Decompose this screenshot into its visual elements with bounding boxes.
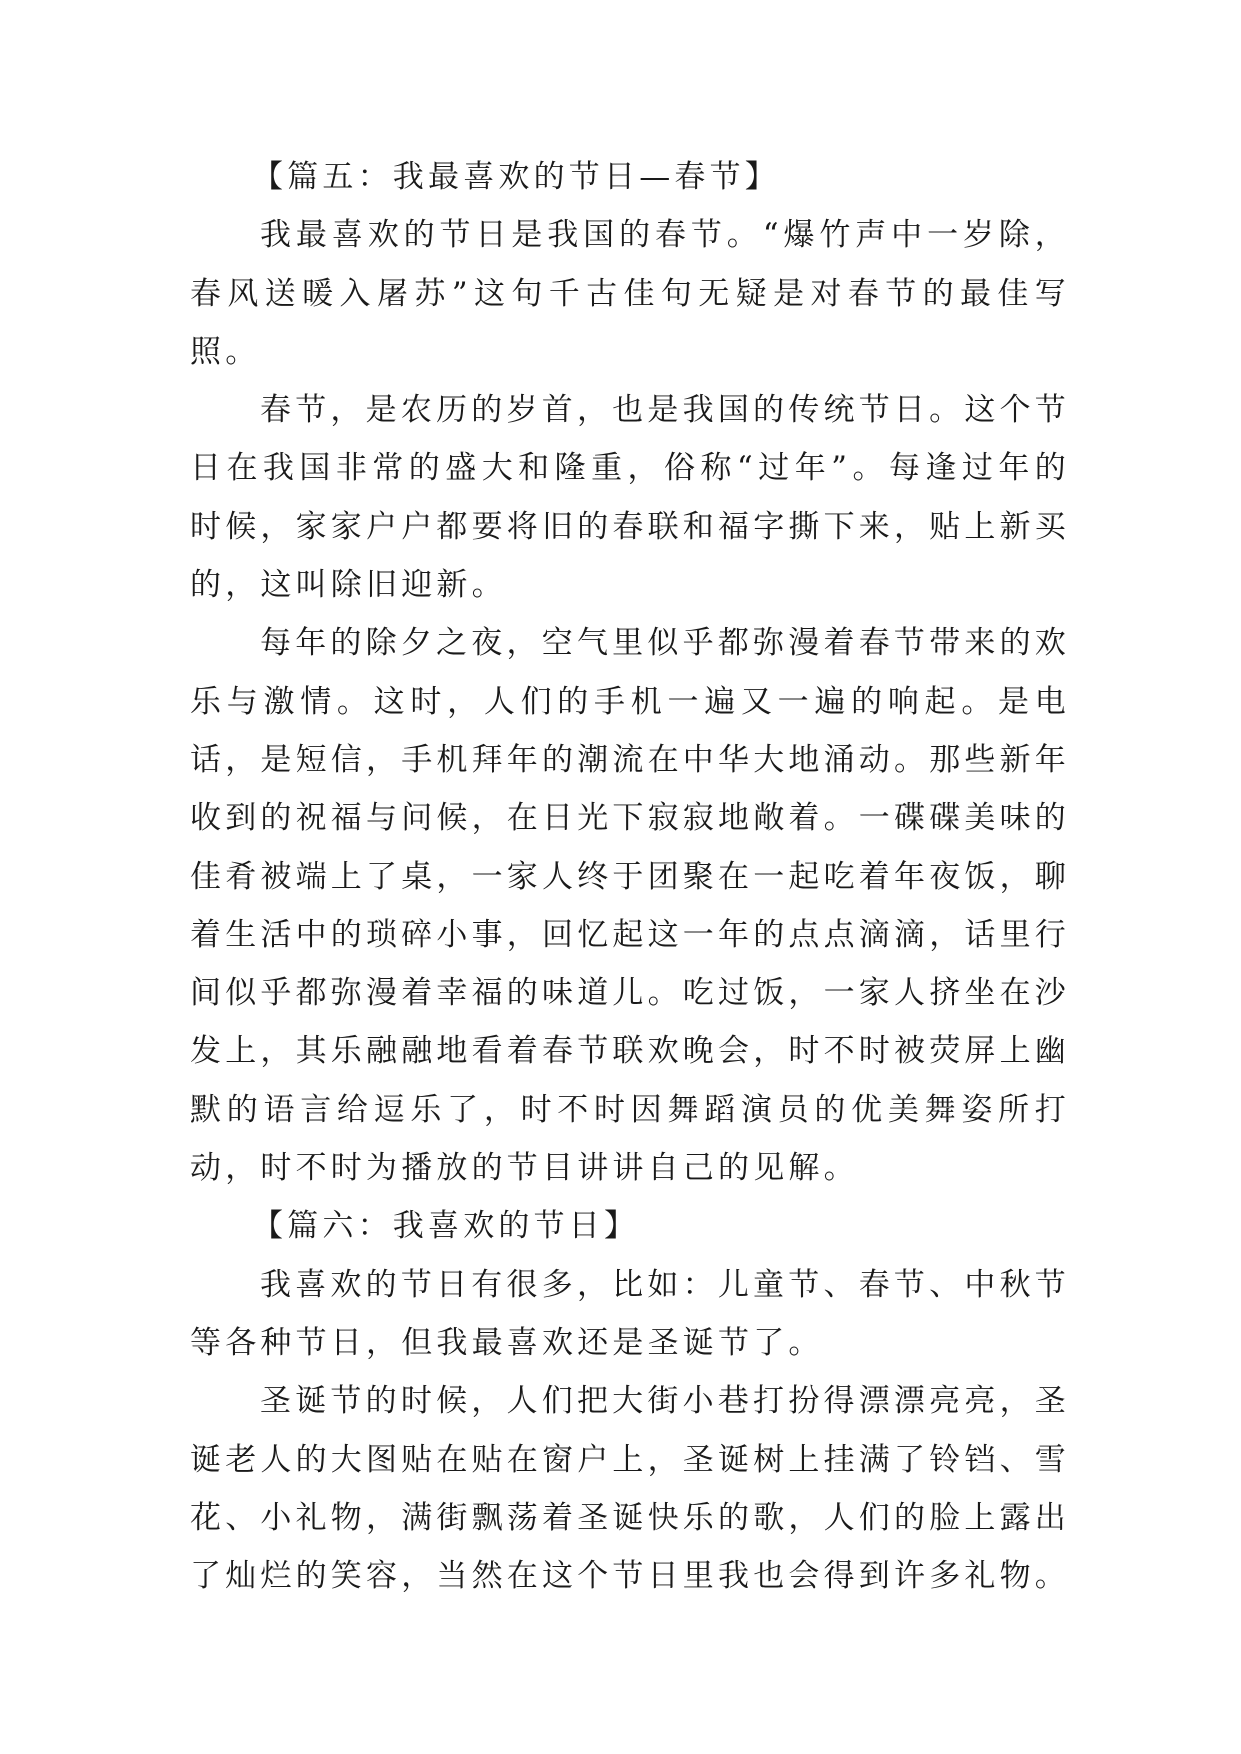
- paragraph: 春节，是农历的岁首，也是我国的传统节日。这个节日在我国非常的盛大和隆重，俗称“过年”。每逢过年的时候，家家户户都要将旧的春联和福字撕下来，贴上新买的，这叫除旧迎新。: [190, 392, 1070, 604]
- document-body: [190, 148, 1070, 1605]
- section-heading-5: 【篇五：我最喜欢的节日—春节】: [252, 159, 780, 195]
- section-heading-6: 【篇六：我喜欢的节日】: [252, 1208, 640, 1245]
- paragraph: 我最喜欢的节日是我国的春节。“爆竹声中一岁除，春风送暖入屠苏”这句千古佳句无疑是对春节的最佳写照。: [190, 217, 1070, 370]
- paragraph: 圣诞节的时候，人们把大街小巷打扮得漂漂亮亮，圣诞老人的大图贴在贴在窗户上，圣诞树上挂满了铃铛、雪花、小礼物，满街飘荡着圣诞快乐的歌，人们的脸上露出了灿烂的笑容，当然在这个节日里我也会得到许多礼物。: [190, 1383, 1070, 1595]
- paragraph: 每年的除夕之夜，空气里似乎都弥漫着春节带来的欢乐与激情。这时，人们的手机一遍又一遍的响起。是电话，是短信，手机拜年的潮流在中华大地涌动。那些新年收到的祝福与问候，在日光下寂寂地敞着。一碟碟美味的佳肴被端上了桌，一家人终于团聚在一起吃着年夜饭，聊着生活中的琐碎小事，回忆起这一年的点点滴滴，话里行间似乎都弥漫着幸福的味道儿。吃过饭，一家人挤坐在沙发上，其乐融融地看着春节联欢晚会，时不时被荧屏上幽默的语言给逗乐了，时不时因舞蹈演员的优美舞姿所打动，时不时为播放的节目讲讲自己的见解。: [190, 625, 1070, 1187]
- paragraph: 我喜欢的节日有很多，比如：儿童节、春节、中秋节等各种节日，但我最喜欢还是圣诞节了。: [190, 1266, 1070, 1361]
